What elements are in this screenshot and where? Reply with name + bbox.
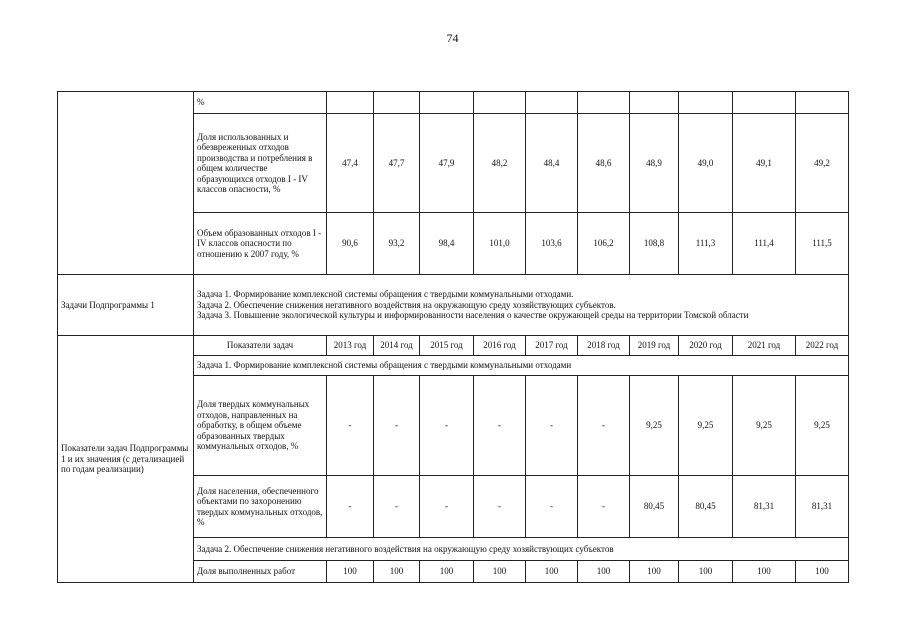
value-cell: 93,2 [374,213,420,275]
value-cell: 80,45 [630,476,679,538]
value-cell: 49,2 [796,114,849,213]
value-cell: - [327,376,374,476]
indicator-name: Доля использованных и обезвреженных отходов производства и потребления в общем количестве образующихся отходов I - IV классов опасности, % [194,114,327,213]
value-cell: 100 [796,561,849,583]
task-title: Задача 1. Формирование комплексной системы обращения с твердыми коммунальными отходами [194,356,849,376]
value-cell: - [578,476,630,538]
value-cell: - [420,376,474,476]
task-item: Задача 3. Повышение экологической культуры и информированности населения о качестве окружающей среды на территории Томской области [197,310,749,321]
value-cell: 9,25 [733,376,796,476]
value-cell: 100 [679,561,733,583]
year-header: 2020 год [679,336,733,356]
table-row [58,275,849,336]
value-cell: 47,7 [374,114,420,213]
value-cell: 111,3 [679,213,733,275]
year-header: 2015 год [420,336,474,356]
task-title: Задача 2. Обеспечение снижения негативного воздействия на окружающую среду хозяйствующих субъектов [194,538,849,561]
value-cell: 98,4 [420,213,474,275]
value-cell: 47,9 [420,114,474,213]
value-cell: - [474,376,526,476]
value-cell: 100 [474,561,526,583]
subprogram-table [57,91,849,583]
indicator-name: Доля твердых коммунальных отходов, направленных на обработку, в общем объеме образованных твердых коммунальных отходов, % [194,376,327,476]
value-cell: - [526,376,578,476]
indicator-name: Объем образованных отходов I - IV классов опасности по отношению к 2007 году, % [194,213,327,275]
value-cell: 100 [526,561,578,583]
page-number: 74 [446,31,459,45]
column-header: Показатели задач [194,336,327,356]
value-cell: - [420,476,474,538]
value-cell: 48,6 [578,114,630,213]
table-row [58,92,849,114]
task-item: Задача 1. Формирование комплексной системы обращения с твердыми коммунальными отходами. [197,289,574,300]
value-cell: 81,31 [796,476,849,538]
value-cell: 103,6 [526,213,578,275]
value-cell: 49,0 [679,114,733,213]
indicator-name: Доля населения, обеспеченного объектами по захоронению твердых коммунальных отходов, % [194,476,327,538]
value-cell: 100 [578,561,630,583]
task-item: Задача 2. Обеспечение снижения негативного воздействия на окружающую среду хозяйствующих субъектов. [197,299,616,310]
value-cell: 101,0 [474,213,526,275]
value-cell: - [327,476,374,538]
value-cell: 100 [630,561,679,583]
value-cell: 100 [733,561,796,583]
value-cell: 111,4 [733,213,796,275]
value-cell: 48,9 [630,114,679,213]
year-header: 2016 год [474,336,526,356]
tasks-label: Задачи Подпрограммы 1 [58,275,194,336]
year-header: 2021 год [733,336,796,356]
year-header: 2018 год [578,336,630,356]
value-cell: 48,2 [474,114,526,213]
value-cell: 80,45 [679,476,733,538]
value-cell: - [474,476,526,538]
value-cell: 47,4 [327,114,374,213]
value-cell: - [374,476,420,538]
year-header: 2013 год [327,336,374,356]
value-cell: 100 [374,561,420,583]
indicators-label: Показатели задач Подпрограммы 1 и их значения (с детализацией по годам реализации) [58,336,194,583]
value-cell: 9,25 [796,376,849,476]
year-header: 2019 год [630,336,679,356]
value-cell: 100 [327,561,374,583]
value-cell: 111,5 [796,213,849,275]
value-cell: 106,2 [578,213,630,275]
value-cell: 108,8 [630,213,679,275]
value-cell: 9,25 [679,376,733,476]
table-row [58,336,849,356]
value-cell: 49,1 [733,114,796,213]
year-header: 2017 год [526,336,578,356]
continuation-label-cell [58,92,194,275]
value-cell: 100 [420,561,474,583]
value-cell: 90,6 [327,213,374,275]
indicator-name: Доля выполненных работ [194,561,327,583]
value-cell: 48,4 [526,114,578,213]
value-cell: 81,31 [733,476,796,538]
unit-fragment: % [194,92,327,114]
value-cell: - [526,476,578,538]
value-cell: - [578,376,630,476]
year-header: 2022 год [796,336,849,356]
value-cell: 9,25 [630,376,679,476]
year-header: 2014 год [374,336,420,356]
tasks-list [194,275,849,336]
value-cell: - [374,376,420,476]
